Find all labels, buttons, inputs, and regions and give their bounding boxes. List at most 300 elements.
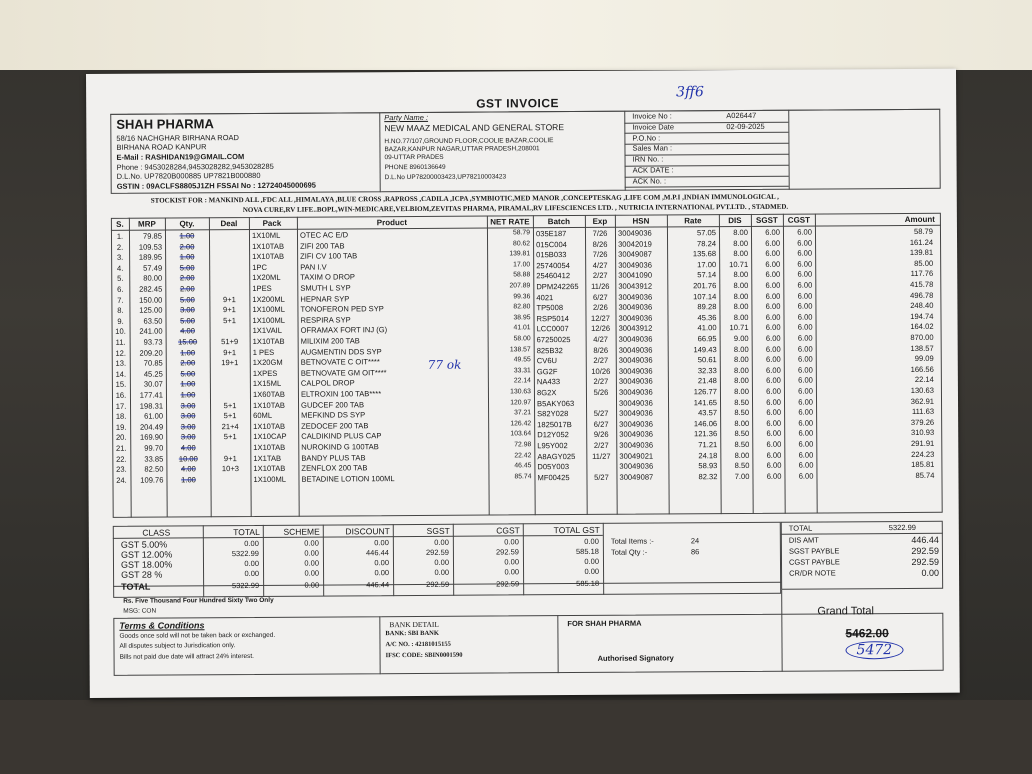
table-cell: 2.00	[180, 358, 196, 368]
table-cell: 8.	[117, 305, 124, 316]
table-cell: BETNOVATE C OIT****	[300, 357, 380, 367]
meta-value: 02-09-2025	[726, 121, 765, 131]
table-cell: 103.64	[510, 430, 532, 438]
party-label: Party Name :	[384, 112, 429, 123]
table-cell: 8.50	[734, 408, 750, 418]
table-cell: 30049036	[618, 313, 653, 323]
table-cell: 99.36	[513, 292, 531, 300]
totals-value: 446.44	[911, 534, 939, 545]
bank-ifsc: IFSC CODE: SBIN0001590	[385, 651, 463, 660]
table-cell: 45.25	[143, 369, 163, 379]
table-cell: 30042019	[618, 239, 652, 249]
table-cell: 5+1	[223, 315, 236, 325]
table-cell: 185.81	[911, 460, 935, 470]
summary-cell: 0.00	[434, 557, 450, 567]
table-cell: 6.00	[797, 227, 813, 237]
table-cell: 43.57	[698, 408, 718, 418]
table-cell: GUDCEF 200 TAB	[300, 399, 365, 410]
table-cell: 117.76	[910, 269, 934, 279]
table-cell: 1X10TAB	[253, 442, 286, 452]
table-cell: 1X10TAB	[253, 463, 286, 474]
summary-cell: 292.59	[495, 547, 519, 557]
table-cell: A8AGY025	[537, 451, 576, 461]
column-header: Pack	[262, 218, 282, 228]
summary-cell: 5322.99	[231, 548, 259, 559]
table-cell: ZEDOCEF 200 TAB	[301, 421, 369, 431]
table-cell: 78.24	[697, 238, 717, 248]
summary-cell: 0.00	[374, 568, 390, 578]
table-cell: 6/27	[592, 292, 608, 302]
table-cell: 58.79	[913, 226, 934, 236]
table-cell: 85.74	[915, 470, 935, 480]
column-header: SGST	[755, 215, 778, 225]
table-cell: 10.71	[729, 259, 749, 269]
table-cell: ZIFI 200 TAB	[300, 241, 345, 251]
table-cell: 22.42	[514, 451, 532, 459]
totals-label: SGST PAYBLE	[788, 546, 840, 556]
table-cell: 8.00	[734, 376, 749, 386]
table-cell: 6/27	[593, 419, 609, 429]
summary-cell: 0.00	[304, 538, 319, 548]
summary-header: SCHEME	[283, 526, 320, 537]
table-cell: 8.00	[733, 302, 749, 312]
summary-cell: 0.00	[504, 557, 520, 567]
meta-label: Invoice No :	[632, 111, 672, 121]
table-cell: 6.00	[766, 386, 781, 396]
table-cell: 30049036	[618, 376, 653, 387]
table-cell: 6.00	[765, 333, 781, 343]
summary-cell: 0.00	[304, 568, 320, 578]
seller-gstin: GSTIN : 09ACLFS8805J1ZH FSSAI No : 12724045000695	[116, 180, 316, 191]
summary-cell: 0.00	[584, 536, 599, 546]
table-cell: 9+1	[223, 347, 237, 357]
table-cell: TONOFERON PED SYP	[300, 304, 384, 314]
table-cell: 1X1TAB	[253, 453, 282, 463]
meta-label: IRN No. :	[632, 154, 664, 164]
summary-cell: 292.59	[426, 579, 450, 589]
table-cell: BETADINE LOTION 100ML	[301, 473, 395, 484]
summary-header: DISCOUNT	[345, 526, 390, 537]
authorised-signatory: Authorised Signatory	[597, 653, 674, 663]
table-cell: 99.09	[914, 354, 934, 364]
seller-dl: D.L.No. UP7820B000885 UP7821B000880	[116, 170, 261, 181]
table-cell: 30049036	[618, 334, 653, 344]
terms-line-3: Bills not paid due date will attract 24% interest.	[119, 652, 254, 661]
table-cell: 30049036	[619, 461, 654, 471]
meta-label: Sales Man :	[632, 143, 673, 154]
table-cell: 30049036	[618, 355, 653, 365]
table-cell: 30049036	[619, 419, 653, 429]
summary-cell: 446.44	[365, 548, 389, 558]
table-cell: 6.00	[798, 471, 814, 481]
table-cell: 7.	[117, 295, 124, 305]
table-cell: 57.14	[697, 270, 717, 280]
table-cell: 1.00	[181, 475, 196, 485]
total-items-label: Total Items :-	[610, 536, 654, 546]
table-cell: 6.00	[765, 270, 781, 280]
totals-label: CR/DR NOTE	[789, 568, 836, 578]
table-cell: 11/27	[592, 451, 611, 461]
table-cell: MF00425	[537, 472, 570, 483]
summary-cell: 0.00	[504, 537, 519, 547]
party-address-2: BAZAR,KANPUR NAGAR,UTTAR PRADESH,208001	[384, 145, 540, 154]
table-cell: 6.00	[766, 439, 782, 449]
table-cell: 8.00	[734, 418, 750, 428]
table-cell: 30049036	[618, 260, 653, 270]
table-cell: 139.81	[909, 248, 934, 258]
table-cell: 45.36	[697, 312, 717, 323]
table-cell: 61.00	[144, 411, 164, 421]
terms-line-2: All disputes subject to Jurisdication only.	[119, 642, 236, 650]
invoice-paper	[86, 69, 960, 698]
table-cell: ZIFI CV 100 TAB	[300, 251, 358, 261]
table-cell: 109.76	[140, 475, 164, 485]
total-value: 5322.99	[888, 522, 916, 533]
table-cell: 139.81	[509, 250, 531, 258]
totals-value: 0.00	[921, 567, 940, 578]
table-cell: 4/27	[593, 334, 609, 344]
table-cell: NUROKIND G 100TAB	[301, 442, 379, 452]
summary-cell: 292.59	[496, 579, 520, 589]
table-cell: 22.14	[914, 375, 934, 385]
table-cell: 415.78	[910, 279, 934, 289]
meta-value: A026447	[726, 110, 757, 121]
table-cell: 21+4	[221, 421, 239, 431]
summary-header: SGST	[426, 525, 450, 536]
table-cell: 150.00	[139, 295, 163, 305]
table-cell: 1.00	[179, 231, 195, 241]
meta-label: Invoice Date	[632, 122, 675, 132]
table-cell: 6.00	[765, 291, 781, 301]
amount-in-words: Rs. Five Thousand Four Hundred Sixty Two Only	[123, 596, 274, 605]
table-cell: 57.05	[696, 228, 717, 238]
table-cell: 30049036	[618, 302, 653, 312]
table-cell: 146.06	[693, 418, 718, 429]
table-cell: 189.95	[138, 252, 163, 262]
table-cell: 80.62	[513, 239, 531, 247]
table-cell: 1X200ML	[252, 294, 285, 304]
table-cell: 9+1	[222, 305, 236, 315]
totals-label: DIS AMT	[788, 535, 819, 545]
table-cell: 149.43	[693, 344, 717, 354]
table-cell: 9+1	[223, 453, 237, 463]
table-cell: 24.18	[698, 450, 718, 460]
table-cell: 60ML	[253, 411, 273, 421]
table-cell: 3.00	[180, 400, 196, 411]
table-cell: 7/26	[592, 250, 608, 260]
table-cell: 58.00	[513, 335, 531, 343]
table-cell: 10.71	[729, 323, 749, 333]
table-cell: 8.50	[734, 429, 750, 439]
column-header: Exp	[592, 216, 608, 226]
bank-account: A/C NO. : 42181015155	[385, 640, 451, 649]
table-cell: 89.28	[697, 302, 717, 312]
table-cell: 161.24	[909, 237, 934, 247]
table-cell: 11/26	[591, 281, 610, 291]
table-cell: 1X15ML	[252, 379, 282, 389]
table-cell: 015B033	[536, 250, 567, 260]
table-cell: B5AKY063	[536, 398, 575, 408]
party-address-1: H.NO.77/107,GROUND FLOOR,COOLIE BAZAR,COOLIE	[384, 137, 554, 146]
table-cell: 204.49	[139, 422, 164, 432]
table-cell: 198.31	[139, 401, 164, 411]
table-cell: 496.78	[910, 290, 934, 300]
table-cell: 30043912	[618, 281, 653, 291]
table-cell: 22.	[116, 454, 127, 464]
column-header: DIS	[728, 215, 742, 226]
table-cell: 58.88	[513, 271, 531, 279]
bank-title: BANK DETAIL	[389, 619, 440, 630]
table-cell: 8.00	[733, 249, 749, 259]
table-cell: 1X20GM	[252, 357, 283, 368]
table-cell: TAXIM O DROP	[300, 272, 355, 283]
table-cell: 30049036	[618, 345, 653, 355]
table-cell: 125.00	[139, 305, 163, 315]
table-cell: CV6U	[536, 356, 558, 366]
table-cell: 8.00	[733, 355, 749, 365]
table-cell: 6.00	[797, 333, 813, 343]
table-cell: 6.00	[765, 238, 781, 248]
table-cell: 67250025	[536, 335, 571, 345]
table-cell: 3.00	[180, 305, 195, 315]
summary-header: TOTAL	[233, 526, 260, 538]
table-cell: 6.00	[798, 386, 813, 396]
table-cell: 5/26	[593, 387, 609, 397]
table-cell: 120.97	[510, 398, 532, 407]
table-cell: 6.00	[766, 450, 782, 460]
table-cell: 17.00	[513, 261, 531, 269]
table-cell: 166.56	[910, 364, 934, 374]
table-cell: 12/26	[591, 324, 611, 334]
table-cell: S82Y028	[537, 409, 569, 419]
table-cell: D05Y003	[537, 462, 570, 472]
table-cell: 201.76	[693, 281, 717, 291]
table-cell: 21.	[115, 443, 127, 453]
table-cell: 6.00	[766, 407, 782, 418]
table-cell: 1X100ML	[252, 315, 286, 325]
table-cell: 85.74	[514, 473, 532, 481]
table-cell: 82.50	[144, 464, 164, 474]
column-header: CGST	[787, 215, 811, 225]
table-cell: 5.00	[179, 263, 195, 273]
table-cell: 1X10TAB	[252, 251, 285, 262]
table-cell: 10.00	[178, 453, 198, 464]
seller-address-1: 58/16 NACHGHAR BIRHANA ROAD	[116, 133, 239, 143]
meta-label: ACK No. :	[632, 176, 667, 186]
table-cell: 30043912	[618, 323, 653, 334]
table-cell: 93.73	[143, 337, 163, 347]
table-cell: 135.68	[692, 249, 717, 259]
table-cell: 6.00	[797, 238, 813, 248]
table-cell: 6.00	[765, 323, 781, 333]
column-header: S.	[116, 219, 124, 229]
table-cell: 6.00	[765, 312, 781, 322]
table-cell: 17.	[115, 401, 127, 411]
table-cell: CALDIKIND PLUS CAP	[301, 431, 382, 442]
table-cell: 30041090	[618, 270, 653, 281]
summary-cell: 0.00	[374, 558, 390, 568]
table-cell: 1.00	[180, 390, 196, 400]
table-cell: 6.00	[765, 354, 781, 365]
table-cell: 72.98	[514, 441, 532, 449]
summary-cell: GST 12.00%	[120, 549, 173, 560]
table-cell: 194.74	[910, 311, 934, 321]
summary-cell: TOTAL	[121, 581, 151, 592]
total-items-value: 24	[690, 536, 700, 546]
table-cell: 13.	[115, 358, 127, 369]
table-cell: 3.00	[180, 432, 196, 442]
stockist-line-1: STOCKIST FOR : MANKIND ALL ,FDC ALL ,HIMALAYA ,BLUE CROSS ,RAPROSS ,CADILA ,ICPA ,SYMBIOTIC,MED MANOR ,CONCEPTESKAG ,LIFE COM ,M.P.I ,INDIAN IMMUNOLOGICAL ,	[150, 192, 779, 205]
table-cell: 1.	[116, 231, 124, 241]
column-header: NET RATE	[490, 217, 530, 227]
table-cell: 1X10TAB	[252, 400, 286, 410]
table-cell: 1 PES	[252, 347, 275, 357]
table-cell: 870.00	[910, 332, 934, 342]
table-cell: 10.	[115, 327, 126, 337]
table-cell: 30049021	[619, 451, 654, 461]
table-cell: 85.00	[914, 258, 934, 268]
table-cell: 80.00	[143, 273, 163, 284]
meta-label: ACK DATE :	[632, 165, 674, 175]
table-cell: 8.50	[734, 397, 750, 407]
table-cell: 7.00	[734, 471, 750, 481]
table-cell: 9/26	[593, 430, 609, 440]
table-cell: 6.00	[766, 471, 782, 481]
table-cell: 6.00	[766, 376, 781, 386]
party-address-3: 09-UTTAR PRADES	[384, 153, 444, 162]
table-cell: OTEC AC E/D	[299, 230, 349, 240]
table-cell: 10/26	[591, 366, 611, 376]
party-phone: PHONE 8960136649	[384, 163, 446, 172]
column-header: Amount	[904, 214, 935, 225]
table-cell: 121.36	[693, 429, 718, 439]
table-cell: 6.00	[765, 259, 781, 269]
table-surface	[0, 700, 1032, 774]
table-cell: 6.00	[766, 418, 782, 428]
column-header: Product	[376, 218, 408, 228]
table-cell: MILIXIM 200 TAB	[300, 336, 360, 346]
table-cell: 2.00	[179, 241, 195, 252]
table-cell: 6.00	[798, 365, 813, 375]
table-cell: 6.00	[798, 407, 814, 417]
table-cell: 248.40	[910, 301, 934, 311]
table-cell: ZENFLOX 200 TAB	[301, 463, 368, 473]
table-cell: 9.00	[733, 333, 749, 344]
summary-cell: GST 5.00%	[120, 539, 168, 550]
table-cell: CALPOL DROP	[300, 378, 355, 389]
table-cell: 177.41	[139, 390, 163, 400]
table-cell: 6.00	[765, 227, 781, 237]
table-cell: 6.00	[797, 312, 813, 322]
table-cell: DPM242265	[536, 281, 579, 292]
table-cell: 70.85	[143, 358, 163, 368]
table-cell: 58.79	[512, 229, 530, 237]
table-cell: 141.65	[693, 397, 718, 407]
table-cell: 8.00	[733, 227, 749, 238]
table-cell: 111.63	[911, 407, 935, 417]
table-cell: 8.00	[733, 270, 749, 280]
table-cell: 5/27	[593, 409, 609, 419]
table-cell: 241.00	[139, 326, 163, 337]
table-cell: 5+1	[223, 411, 237, 421]
table-cell: 035E187	[535, 229, 567, 239]
table-cell: 1PES	[252, 283, 272, 293]
table-cell: 1X10TAB	[252, 336, 285, 346]
table-cell: 2/27	[593, 440, 609, 450]
summary-cell: GST 18.00%	[120, 559, 173, 570]
table-cell: 8.00	[734, 450, 750, 460]
table-cell: 30049036	[619, 440, 654, 450]
table-cell: 825B32	[536, 345, 563, 355]
table-cell: 1X100ML	[252, 304, 285, 315]
table-cell: 6.00	[798, 397, 814, 407]
table-cell: 49.55	[513, 356, 531, 364]
total-label: TOTAL	[788, 523, 813, 533]
table-cell: 224.23	[911, 449, 935, 459]
table-cell: 8.00	[733, 291, 749, 301]
summary-cell: 0.00	[244, 568, 260, 579]
table-cell: 6.	[117, 284, 124, 294]
summary-cell: 585.18	[576, 578, 600, 589]
table-cell: 6.00	[766, 365, 781, 375]
handwritten-number: 3ff6	[676, 84, 704, 101]
table-cell: TP5008	[536, 303, 564, 313]
total-qty-label: Total Qty :-	[610, 547, 648, 557]
table-cell: 5.00	[179, 294, 195, 305]
table-cell: OFRAMAX FORT INJ (G)	[300, 325, 388, 336]
table-cell: 6.00	[798, 428, 814, 439]
table-cell: 2.00	[179, 284, 195, 294]
table-cell: 79.85	[142, 231, 163, 241]
table-cell: 1X10TAB	[253, 421, 286, 431]
table-cell: 23.	[116, 464, 127, 475]
summary-cell: 0.00	[434, 537, 449, 547]
table-cell: 6.00	[766, 397, 782, 407]
bank-name: BANK: SBI BANK	[385, 629, 439, 638]
table-cell: 6.00	[765, 301, 781, 312]
table-cell: PAN I.V	[300, 262, 327, 272]
table-cell: 2.00	[179, 273, 195, 283]
total-qty-value: 86	[690, 547, 700, 557]
table-cell: 207.89	[509, 282, 531, 290]
table-cell: 30049087	[619, 472, 654, 482]
table-cell: 18.	[115, 411, 127, 422]
table-cell: 1X100ML	[253, 474, 287, 484]
table-cell: RSP5014	[536, 313, 570, 324]
table-cell: 1X10CAP	[253, 432, 287, 442]
table-cell: 015C004	[536, 239, 567, 249]
table-cell: 6.00	[797, 269, 813, 280]
table-cell: HEPNAR SYP	[300, 293, 350, 304]
table-cell: LCC0007	[536, 324, 569, 334]
table-cell: 4.00	[180, 443, 196, 453]
column-header: MRP	[138, 219, 156, 229]
table-cell: 6.00	[765, 248, 781, 259]
table-cell: NA433	[536, 377, 561, 387]
table-cell: 1X20ML	[252, 273, 281, 283]
table-cell: 38.95	[513, 314, 531, 322]
table-cell: 1X10TAB	[252, 241, 285, 251]
table-cell: 4/27	[592, 260, 608, 270]
table-cell: 30049036	[618, 398, 653, 408]
table-cell: 2/26	[593, 303, 608, 313]
table-cell: 1X10ML	[251, 230, 281, 240]
table-cell: 5.00	[180, 316, 195, 326]
summary-cell: 0.00	[504, 567, 520, 577]
table-cell: 11.	[115, 337, 126, 347]
table-cell: 109.53	[138, 242, 163, 252]
table-cell: 8.50	[734, 439, 750, 450]
